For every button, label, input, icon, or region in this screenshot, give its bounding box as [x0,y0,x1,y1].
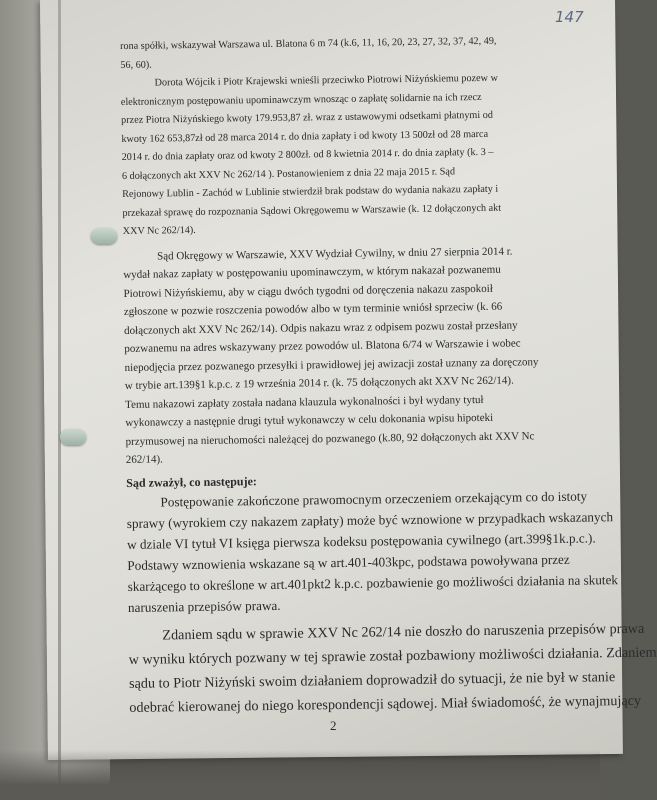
body-line: zgłoszone w pozwie roszczenia powodów albo w tym terminie wniósł sprzeciw (k. 66 [123,300,503,318]
body-line: 56, 60). [120,59,152,71]
bottom-shadow [0,750,600,800]
body-line: 6 dołączonych akt XXV Nc 262/14 ). Postanowieniem z dnia 22 maja 2015 r. Sąd [121,165,456,182]
body-line: naruszenia przepisów prawa. [127,597,281,615]
document-body [120,32,657,720]
body-line: odebrać kierowanej do niego korespondencji sądowej. Miał świadomość, że wynajmujący [129,692,642,716]
body-line: w wyniku których pozwany w tej sprawie został pozbawiony możliwości działania. Zdaniem [128,644,657,668]
body-line: przekazał sprawę do rozpoznania Sądowi Okręgowemu w Warszawie (k. 12 dołączonych akt [122,202,502,219]
body-line: sądu to Piotr Niżyński swoim działaniem doprowadził do sytuacji, że nie był w stanie [128,669,616,692]
page-number: 2 [330,718,337,733]
body-line: przymusowej na nieruchomości należącej do pozwanego (k.80, 92 dołączonych akt XXV Nc [125,429,535,448]
body-line: skarżącego to określone w art.401pkt2 k.p.c. pozbawienie go możliwości działania na skutek [127,572,619,594]
body-line: 2014 r. do dnia zapłaty oraz od kwoty 2 800zł. od 8 kwietnia 2014 r. do dnia zapłaty (k. 3 – [121,146,494,163]
body-line: Zdaniem sądu w sprawie XXV Nc 262/14 nie doszło do naruszenia przepisów prawa [162,620,645,644]
body-line: Rejonowy Lublin - Zachód w Lublinie stwierdził brak podstaw do wydania nakazu zapłaty i [122,183,499,200]
body-line: w dziale VI tytuł VI księga pierwsza kodeksu postępowania cywilnego (art.399§1k.p.c.). [126,530,596,552]
binder-clip [91,228,117,244]
body-line: kwoty 162 653,87zł od 28 marca 2014 r. do dnia zapłaty i od kwoty 13 500zł od 28 marca [121,128,489,145]
body-line: wydał nakaz zapłaty w postępowaniu upominawczym, w którym nakazał pozwanemu [123,263,501,281]
body-line: przez Piotra Niżyńskiego kwoty 179.953,87 zł. wraz z ustawowymi odsetkami płatnymi od [121,109,493,126]
body-line: Sąd Okręgowy w Warszawie, XXV Wydział Cywilny, w dniu 27 sierpnia 2014 r. [156,245,513,263]
body-line: dołączonych akt XXV Nc 262/14). Odpis nakazu wraz z odpisem pozwu został przesłany [124,318,518,337]
body-line: pozwanemu na adres wskazywany przez powodów ul. Blatona 6/74 w Warszawie i wobec [124,337,521,355]
body-line: 262/14). [125,453,163,466]
binder-clip [60,429,86,445]
body-line: Podstawy wznowienia wskazane są w art.401-403kpc, podstawa powoływana przez [127,551,570,573]
body-line: niepodjęcia przez pozwanego przesyłki i prawidłowej jej awizacji został uznany za doręczony [124,355,539,374]
body-line: elektronicznym postępowaniu upominawczym wnosząc o zapłatę solidarnie na ich rzecz [120,91,482,108]
body-line: XXV Nc 262/14). [122,224,196,237]
page-edge-line [58,0,61,800]
section-heading: Sąd zważył, co następuje: [126,473,257,490]
body-line: rona spółki, wskazywał Warszawa ul. Blatona 6 m 74 (k.6, 11, 16, 20, 23, 27, 32, 37, 42, 49, [120,35,497,52]
handwritten-folio-number: 147 [555,8,584,26]
body-line: Postępowanie zakończone prawomocnym orzeczeniem orzekającym co do istoty [160,488,588,510]
body-line: Temu nakazowi zapłaty została nadana klauzula wykonalności i był wydany tytuł [125,393,484,411]
body-line: wykonawczy a następnie drugi tytuł wykonawczy w celu dokonania wpisu hipoteki [125,411,494,429]
body-line: w trybie art.139§1 k.p.c. z 19 września 2014 r. (k. 75 dołączonych akt XXV Nc 262/14). [124,374,514,392]
body-line: Dorota Wójcik i Piotr Krajewski wnieśli przeciwko Piotrowi Niżyńskiemu pozew w [154,72,498,89]
body-line: sprawy (wyrokiem czy nakazem zapłaty) może być wznowione w przypadkach wskazanych [126,509,614,531]
body-line: Piotrowi Niżyńskiemu, aby w ciągu dwóch tygodni od doręczenia nakazu zaspokoił [123,282,493,300]
